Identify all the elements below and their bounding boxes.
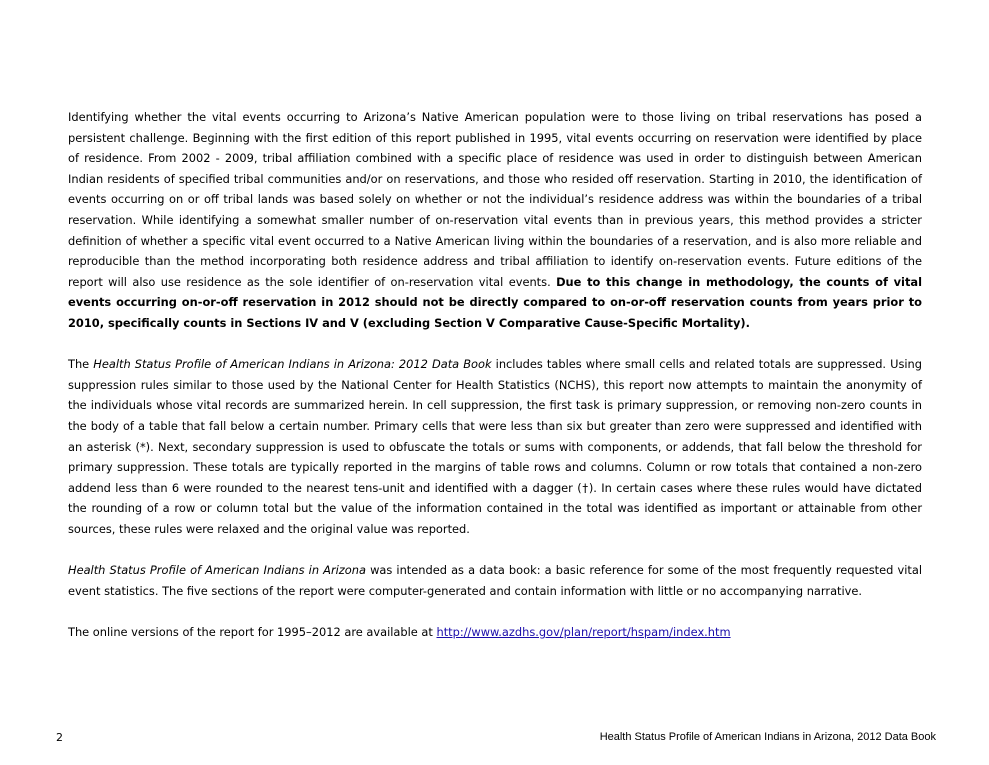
paragraph-online-versions	[68, 622, 922, 643]
paragraph-1-text: Identifying whether the vital events occurring to Arizona’s Native American population were to those living on tribal reservations has posed a persistent challenge. Beginning with the first edition of this report published in 1995, vital events occurring on reservation were identified by place of residence. From 2002 - 2009, tribal affiliation combined with a specific place of residence was used in order to distinguish between American Indian residents of specified tribal communities and/or on reservations, and those who resided off reservation. Starting in 2010, the identification of events occurring on or off tribal lands was based solely on whether or not the individual’s residence address was within the boundaries of a tribal reservation. While identifying a somewhat smaller number of on-reservation vital events than in previous years, this method provides a stricter definition of whether a specific vital event occurred to a Native American living within the boundaries of a reservation, and is also more reliable and reproducible than the method incorporating both residence address and tribal affiliation to identify on-reservation events. Future editions of the report will also use residence as the sole identifier of on-reservation vital events.	[68, 110, 922, 289]
footer-title: Health Status Profile of American Indians in Arizona, 2012 Data Book	[599, 731, 936, 743]
paragraph-data-book	[68, 560, 922, 601]
page-number: 2	[56, 731, 63, 744]
report-title-italic-2: Health Status Profile of American Indians in Arizona	[68, 563, 366, 578]
paragraph-4-text: The online versions of the report for 1995–2012 are available at	[68, 624, 437, 639]
report-url-link[interactable]: http://www.azdhs.gov/plan/report/hspam/index.htm	[436, 624, 731, 639]
report-title-italic: Health Status Profile of American Indians in Arizona: 2012 Data Book	[93, 357, 492, 372]
paragraph-reservation-methodology	[68, 107, 922, 334]
paragraph-2-prefix: The	[68, 357, 94, 372]
paragraph-1-bold-note: Due to this change in methodology, the counts of vital events occurring on-or-off reservation in 2012 should not be directly compared to on-or-off reservation counts from years prior to 2010, specifically counts in Sections IV and V (excluding Section V Comparative Cause-Specific Mortality).	[68, 274, 922, 330]
paragraph-2-text: includes tables where small cells and related totals are suppressed. Using suppression rules similar to those used by the National Center for Health Statistics (NCHS), this report now attempts to maintain the anonymity of the individuals whose vital records are summarized herein. In cell suppression, the first task is primary suppression, or removing non-zero counts in the body of a table that fall below a certain number. Primary cells that were less than six but greater than zero were suppressed and identified with an asterisk (*). Next, secondary suppression is used to obfuscate the totals or sums with components, or addends, that fall below the threshold for primary suppression. These totals are typically reported in the margins of table rows and columns. Column or row totals that contained a non-zero addend less than 6 were rounded to the nearest tens-unit and identified with a dagger (†). In certain cases where these rules would have dictated the rounding of a row or column total but the value of the information contained in the total was identified as important or attainable from other sources, these rules were relaxed and the original value was reported.	[68, 357, 923, 536]
body-text	[68, 107, 922, 663]
paragraph-3-text: was intended as a data book: a basic reference for some of the most frequently requested vital event statistics. The five sections of the report were computer-generated and contain information with little or no accompanying narrative.	[68, 563, 922, 598]
paragraph-suppression-rules	[68, 354, 922, 539]
